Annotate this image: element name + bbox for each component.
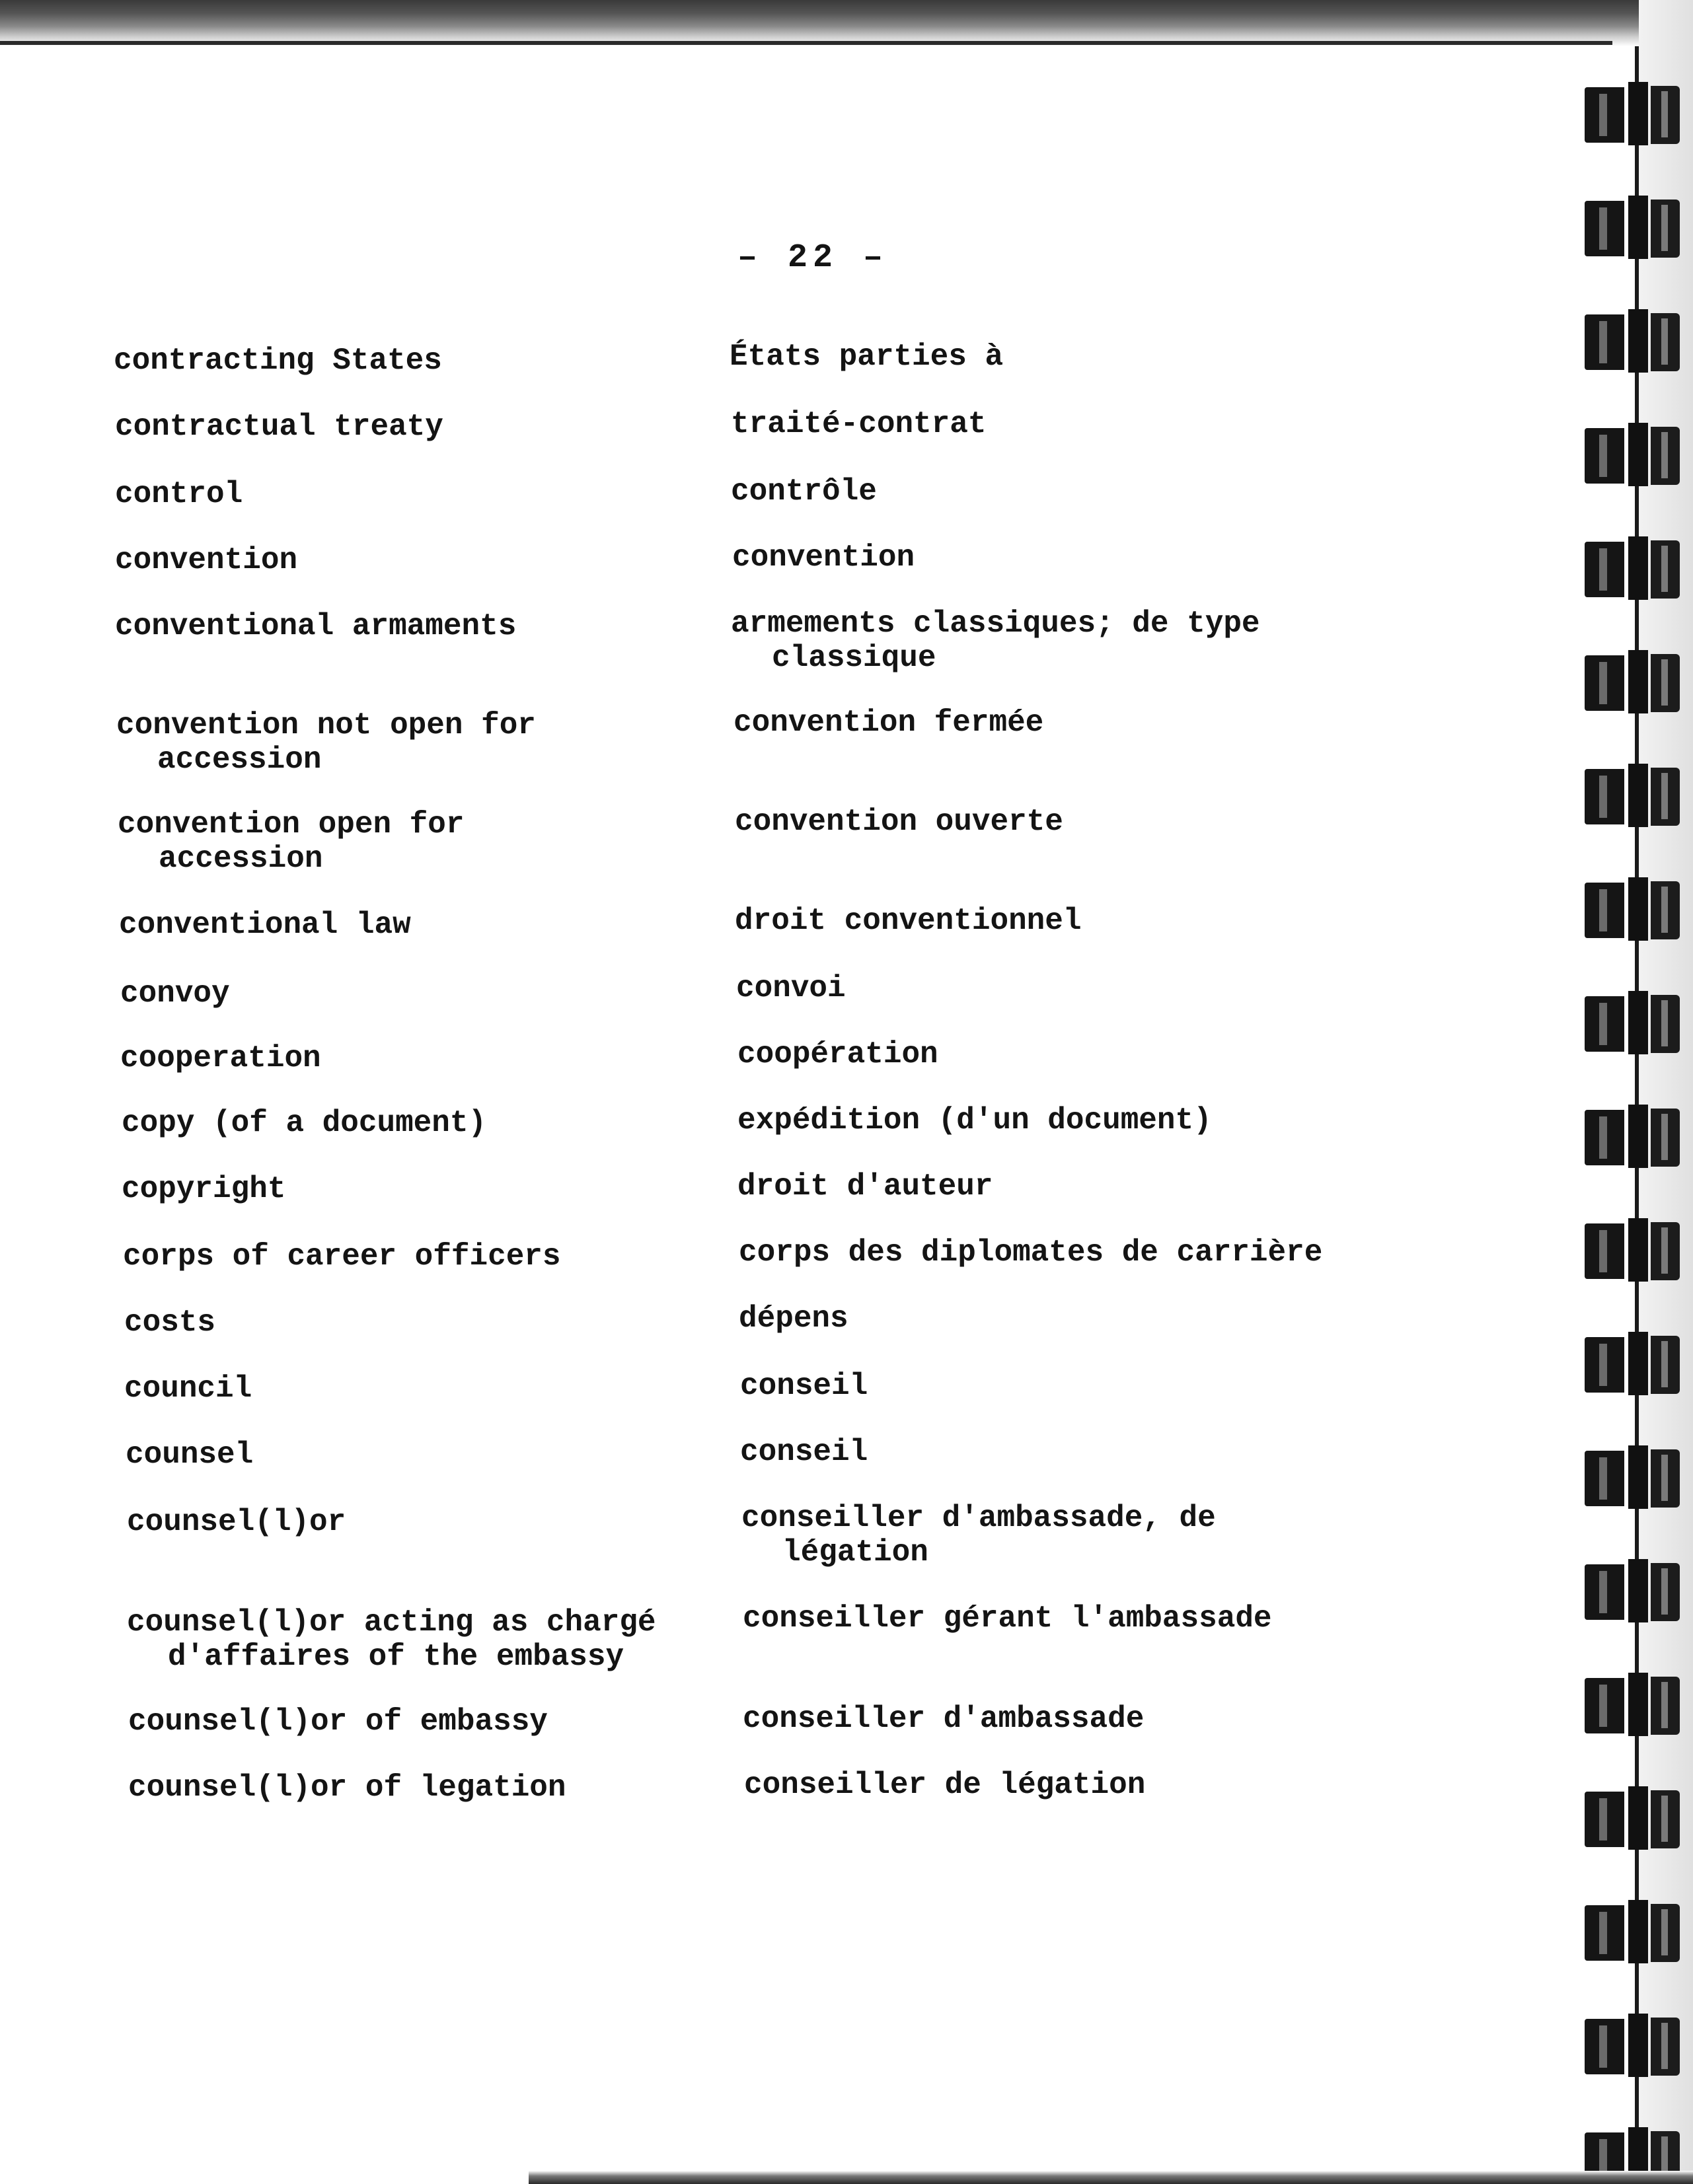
term-fr-9: coopération (737, 1037, 938, 1072)
term-en-19: counsel(l)or of legation (128, 1770, 566, 1805)
binding-ring (1585, 79, 1685, 148)
binding-ring (1585, 2011, 1685, 2080)
term-en-13: costs (124, 1305, 216, 1340)
term-fr-1: traité-contrat (731, 407, 987, 441)
scan-bottom-edge (529, 2171, 1693, 2184)
scan-top-line (0, 41, 1612, 45)
term-fr-13: dépens (739, 1301, 848, 1336)
term-fr-10: expédition (d'un document) (737, 1103, 1212, 1138)
term-fr-3: convention (732, 540, 915, 575)
term-en-6: convention open for accession (118, 807, 465, 876)
term-en-8: convoy (120, 976, 230, 1011)
term-en-11: copyright (122, 1172, 286, 1206)
binding-ring (1585, 988, 1685, 1057)
term-fr-18: conseiller d'ambassade (743, 1702, 1145, 1736)
binding-ring (1585, 534, 1685, 602)
term-en-12: corps of career officers (123, 1239, 561, 1274)
term-en-5: convention not open for accession (116, 708, 536, 777)
binding-ring (1585, 1784, 1685, 1852)
term-fr-17: conseiller gérant l'ambassade (743, 1601, 1272, 1636)
term-en-4: conventional armaments (115, 609, 517, 643)
term-fr-0: États parties à (730, 340, 1004, 374)
term-en-14: council (124, 1371, 252, 1406)
binding-ring (1585, 875, 1685, 943)
scan-top-edge (0, 0, 1693, 46)
term-en-10: copy (of a document) (122, 1106, 487, 1140)
binding-ring (1585, 761, 1685, 830)
term-en-7: conventional law (119, 908, 411, 942)
binding-ring (1585, 1556, 1685, 1625)
term-en-9: cooperation (120, 1041, 321, 1075)
term-en-18: counsel(l)or of embassy (128, 1704, 548, 1739)
term-fr-6: convention ouverte (735, 805, 1063, 839)
term-fr-8: convoi (736, 971, 846, 1005)
term-en-0: contracting States (114, 344, 442, 378)
page-number: – 22 – (737, 239, 889, 277)
binding-ring (1585, 420, 1685, 489)
term-en-3: convention (115, 543, 298, 577)
term-en-17: counsel(l)or acting as chargé d'affaires of the embassy (127, 1605, 656, 1674)
term-fr-11: droit d'auteur (737, 1169, 993, 1204)
term-fr-16: conseiller d'ambassade, de légation (741, 1501, 1216, 1570)
binding-ring (1585, 1216, 1685, 1284)
binding-ring (1585, 1329, 1685, 1398)
term-fr-2: contrôle (731, 474, 877, 509)
term-en-2: control (115, 477, 243, 511)
term-en-15: counsel (126, 1438, 254, 1472)
term-fr-14: conseil (740, 1369, 868, 1403)
term-fr-19: conseiller de légation (744, 1768, 1146, 1802)
term-en-16: counsel(l)or (127, 1505, 346, 1539)
term-fr-5: convention fermée (734, 706, 1044, 740)
binding-ring (1585, 1670, 1685, 1739)
binding-ring (1585, 1102, 1685, 1171)
term-fr-7: droit conventionnel (735, 904, 1082, 938)
binding-ring (1585, 647, 1685, 716)
term-fr-12: corps des diplomates de carrière (739, 1235, 1323, 1270)
term-fr-15: conseil (740, 1435, 868, 1469)
term-fr-4: armements classiques; de type classique (731, 606, 1260, 675)
binding-ring (1585, 307, 1685, 375)
binding-ring (1585, 193, 1685, 262)
binding-ring (1585, 1897, 1685, 1966)
binding-ring (1585, 1443, 1685, 1511)
term-en-1: contractual treaty (115, 410, 443, 444)
